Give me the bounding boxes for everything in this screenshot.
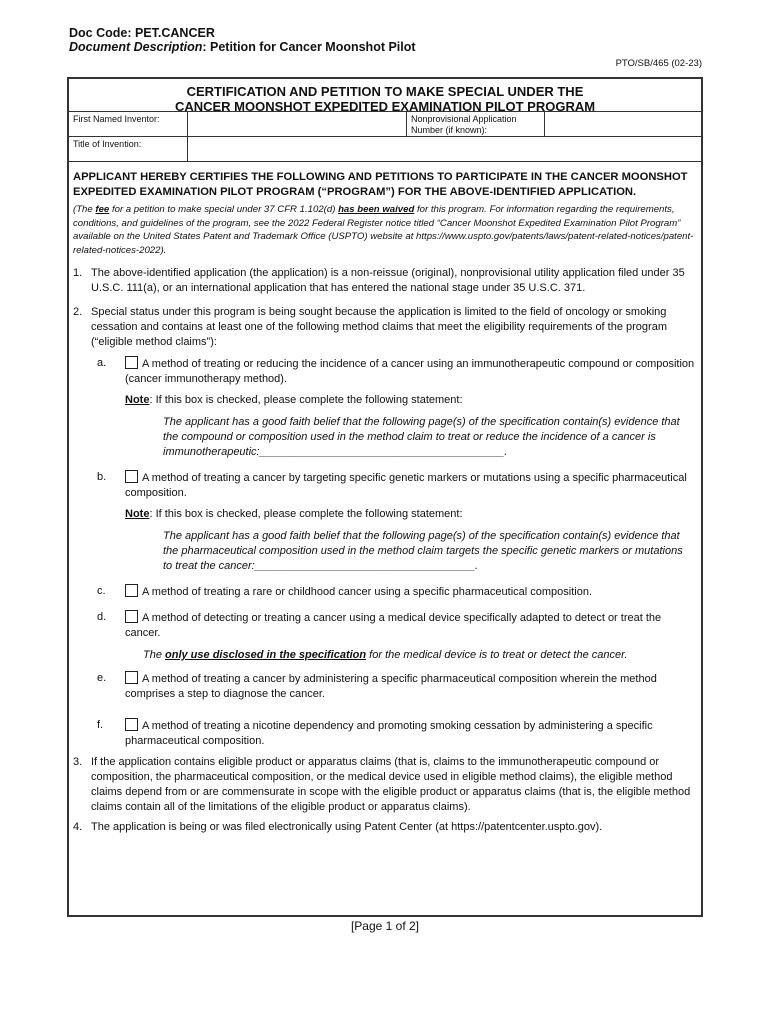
subitem-b-text: A method of treating a cancer by targeting specific genetic markers or mutations using a specific pharmaceutical composition. xyxy=(125,472,687,499)
device-use-bold: only use disclosed in the specification xyxy=(165,649,367,661)
fee-note-post: for this program. For information regarding the requirements, conditions, and guidelines of the program, see the 2022 Federal Register notice titled “Cancer Moonshot Expedited Examination Pilot Program” available on the United States Patent and Trademark Office (USPTO) website at https://www.uspto.gov/patents/laws/patent-related-notices/patent-related-notices-2022). xyxy=(73,204,694,256)
subitem-d-text: A method of detecting or treating a cancer using a medical device specifically adapted to detect or treat the cancer. xyxy=(125,612,662,639)
checkbox-a[interactable] xyxy=(125,356,138,369)
checkbox-b[interactable] xyxy=(125,470,138,483)
note-b-label: Note xyxy=(125,508,150,520)
subitem-b xyxy=(73,470,697,501)
note-a xyxy=(125,393,697,408)
application-number-field[interactable] xyxy=(545,112,701,136)
subitem-a xyxy=(73,356,697,387)
subitem-e xyxy=(73,671,697,702)
checkbox-d[interactable] xyxy=(125,610,138,623)
first-inventor-label: First Named Inventor: xyxy=(69,112,188,136)
item-1 xyxy=(73,266,697,296)
form-title-line2: CANCER MOONSHOT EXPEDITED EXAMINATION PILOT PROGRAM xyxy=(174,99,596,114)
item-4-number: 4. xyxy=(73,821,83,833)
subitem-b-label: b. xyxy=(97,471,107,483)
item-1-number: 1. xyxy=(73,267,83,279)
device-use-pre: The xyxy=(143,649,166,661)
note-b-text: : If this box is checked, please complete the following statement: xyxy=(149,508,463,520)
form-number: PTO/SB/465 (02-23) xyxy=(615,58,702,69)
inventor-row xyxy=(69,112,701,137)
form-title xyxy=(69,79,701,112)
device-use-post: for the medical device is to treat or detect the cancer. xyxy=(366,649,628,661)
item-2-number: 2. xyxy=(73,306,83,318)
fee-note-waived: has been waived xyxy=(338,204,415,215)
subitem-e-label: e. xyxy=(97,672,107,684)
item-2 xyxy=(73,305,697,350)
subitem-d-label: d. xyxy=(97,611,107,623)
checkbox-f[interactable] xyxy=(125,718,138,731)
fee-note-pre: (The xyxy=(73,204,96,215)
invention-title-field[interactable] xyxy=(188,137,701,161)
subitem-c-text: A method of treating a rare or childhood cancer using a specific pharmaceutical composition. xyxy=(142,586,593,598)
subitem-f-label: f. xyxy=(97,719,104,731)
title-row xyxy=(69,137,701,162)
item-3-number: 3. xyxy=(73,756,83,768)
item-4-text: The application is being or was filed electronically using Patent Center (at https://patentcenter.uspto.gov). xyxy=(91,821,603,833)
doc-description xyxy=(69,40,416,54)
doc-description-label: Document Description xyxy=(69,40,203,54)
statement-b: The applicant has a good faith belief that the following page(s) of the specification contain(s) evidence that the pharmaceutical composition used in the method claim targets the specific genetic markers or mutations to treat the cancer:____________________________________. xyxy=(163,530,683,572)
subitem-c xyxy=(73,584,697,600)
subitem-c-label: c. xyxy=(97,585,106,597)
doc-code: Doc Code: PET.CANCER xyxy=(69,26,215,40)
item-3-text: If the application contains eligible product or apparatus claims (that is, claims to the immunotherapeutic compound or composition, the pharmaceutical composition, or the medical device used in eligible method claims), the eligible method claims depend from or are commensurate in scope with the eligible product or apparatus claims (that is, the eligible method claims contain all of the limitations of the eligible product or apparatus claims). xyxy=(91,756,691,813)
item-2-text: Special status under this program is being sought because the application is limited to the field of oncology or smoking cessation and contains at least one of the following method claims that meet the eligibility requirements of the program (“eligible method claims”): xyxy=(91,306,667,348)
fee-note-fee: fee xyxy=(95,204,110,215)
fee-note-mid: for a petition to make special under 37 CFR 1.102(d) xyxy=(109,204,339,215)
page-footer: [Page 1 of 2] xyxy=(350,919,420,933)
item-1-text: The above-identified application (the application) is a non-reissue (original), nonprovisional utility application filed under 35 U.S.C. 111(a), or an international application that has entered the national stage under 35 U.S.C. 371. xyxy=(91,267,685,294)
device-use-statement xyxy=(143,648,697,663)
subitem-e-text: A method of treating a cancer by administering a specific pharmaceutical composition wherein the method comprises a step to diagnose the cancer. xyxy=(125,673,657,700)
subitem-a-label: a. xyxy=(97,357,107,369)
statement-a: The applicant has a good faith belief that the following page(s) of the specification contain(s) evidence that the compound or composition used in the method claim to treat or reduce the incidence of a cancer is immunotherapeutic:________________________________________. xyxy=(163,416,680,458)
subitem-f xyxy=(73,718,697,749)
subitem-a-text: A method of treating or reducing the incidence of a cancer using an immunotherapeutic compound or composition (cancer immunotherapy method). xyxy=(125,358,695,385)
form-title-line1: CERTIFICATION AND PETITION TO MAKE SPECIAL UNDER THE xyxy=(186,84,584,99)
document-header xyxy=(69,26,416,54)
checkbox-e[interactable] xyxy=(125,671,138,684)
form-body xyxy=(69,162,701,835)
invention-title-label: Title of Invention: xyxy=(69,137,188,161)
note-a-text: : If this box is checked, please complete the following statement: xyxy=(149,394,463,406)
application-number-label: Nonprovisional Application Number (if known): xyxy=(407,112,545,136)
item-4 xyxy=(73,820,697,835)
first-inventor-field[interactable] xyxy=(188,112,407,136)
note-a-label: Note xyxy=(125,394,150,406)
note-b xyxy=(125,507,697,522)
fee-note xyxy=(73,203,697,257)
certification-statement: APPLICANT HEREBY CERTIFIES THE FOLLOWING AND PETITIONS TO PARTICIPATE IN THE CANCER MOONSHOT EXPEDITED EXAMINATION PILOT PROGRAM (“PROGRAM”) FOR THE ABOVE-IDENTIFIED APPLICATION. xyxy=(73,171,688,198)
petition-form xyxy=(67,77,703,917)
doc-description-value: : Petition for Cancer Moonshot Pilot xyxy=(202,40,416,54)
subitem-f-text: A method of treating a nicotine dependency and promoting smoking cessation by administering a specific pharmaceutical composition. xyxy=(125,720,653,747)
subitem-d xyxy=(73,610,697,641)
item-3 xyxy=(73,755,697,815)
checkbox-c[interactable] xyxy=(125,584,138,597)
